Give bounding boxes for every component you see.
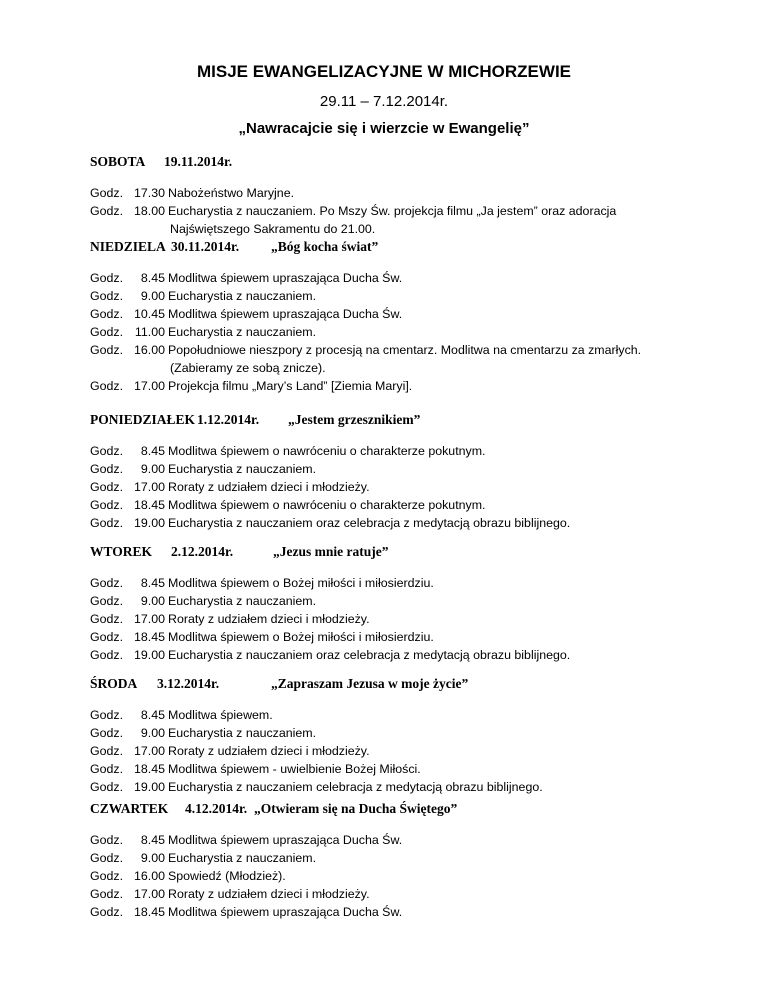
event-time: 10.45 — [133, 307, 165, 321]
event-item — [90, 706, 730, 724]
event-time: 19.00 — [133, 648, 165, 662]
event-text: Roraty z udziałem dzieci i młodzieży. — [168, 744, 370, 758]
event-text: Eucharystia z nauczaniem. — [168, 594, 317, 608]
event-time: 18.45 — [133, 905, 165, 919]
godz-label: Godz. — [90, 379, 124, 393]
day-name: PONIEDZIAŁEK — [90, 412, 196, 427]
event-time: 19.00 — [133, 780, 165, 794]
event-item — [90, 574, 730, 592]
event-time: 9.00 — [140, 726, 165, 740]
event-time: 18.00 — [133, 204, 165, 218]
day-heading — [90, 544, 730, 564]
event-time: 16.00 — [133, 343, 165, 357]
event-item — [90, 442, 730, 460]
godz-label: Godz. — [90, 612, 124, 626]
godz-label: Godz. — [90, 204, 124, 218]
event-text: Modlitwa śpiewem - uwielbienie Bożej Miłości. — [168, 762, 421, 776]
event-list — [90, 574, 730, 664]
schedule-day — [90, 801, 730, 921]
day-heading — [90, 239, 730, 259]
godz-label: Godz. — [90, 762, 124, 776]
day-theme: „Bóg kocha świat” — [271, 239, 379, 254]
godz-label: Godz. — [90, 307, 124, 321]
event-item — [90, 287, 730, 305]
event-item — [90, 742, 730, 760]
godz-label: Godz. — [90, 851, 124, 865]
event-time: 17.30 — [133, 186, 165, 200]
event-item — [90, 323, 730, 341]
event-text: Roraty z udziałem dzieci i młodzieży. — [168, 612, 370, 626]
event-time: 8.45 — [140, 576, 165, 590]
event-time: 17.00 — [133, 379, 165, 393]
godz-label: Godz. — [90, 480, 124, 494]
event-time: 9.00 — [140, 462, 165, 476]
event-text: Popołudniowe nieszpory z procesją na cmentarz. Modlitwa na cmentarzu za zmarłych. — [168, 343, 642, 357]
godz-label: Godz. — [90, 780, 124, 794]
event-text: Projekcja filmu „Mary’s Land” [Ziemia Maryi]. — [168, 379, 413, 393]
day-date: 3.12.2014r. — [157, 676, 220, 691]
schedule-day — [90, 676, 730, 796]
event-text: Modlitwa śpiewem o nawróceniu o charakterze pokutnym. — [168, 444, 486, 458]
day-date: 30.11.2014r. — [171, 239, 240, 254]
godz-label: Godz. — [90, 905, 124, 919]
event-text: Eucharystia z nauczaniem. — [168, 325, 317, 339]
event-list — [90, 184, 730, 238]
event-text: Modlitwa śpiewem o nawróceniu o charakterze pokutnym. — [168, 498, 486, 512]
event-item — [90, 592, 730, 610]
day-theme: „Jezus mnie ratuje” — [273, 544, 389, 559]
event-text: Modlitwa śpiewem. — [168, 708, 273, 722]
event-list — [90, 269, 730, 395]
event-list — [90, 831, 730, 921]
event-item — [90, 460, 730, 478]
godz-label: Godz. — [90, 289, 124, 303]
day-heading — [90, 412, 730, 432]
day-date: 1.12.2014r. — [197, 412, 260, 427]
godz-label: Godz. — [90, 498, 124, 512]
godz-label: Godz. — [90, 325, 124, 339]
event-text: Modlitwa śpiewem upraszająca Ducha Św. — [168, 271, 403, 285]
day-theme: „Jestem grzesznikiem” — [288, 412, 421, 427]
event-text: Roraty z udziałem dzieci i młodzieży. — [168, 887, 370, 901]
event-text: Eucharystia z nauczaniem. — [168, 851, 317, 865]
event-time: 18.45 — [133, 630, 165, 644]
godz-label: Godz. — [90, 833, 124, 847]
event-text: Roraty z udziałem dzieci i młodzieży. — [168, 480, 370, 494]
godz-label: Godz. — [90, 516, 124, 530]
event-item — [90, 885, 730, 903]
event-time: 9.00 — [140, 594, 165, 608]
godz-label: Godz. — [90, 726, 124, 740]
event-text: Eucharystia z nauczaniem. — [168, 289, 317, 303]
day-date: 4.12.2014r. — [185, 801, 248, 816]
event-item — [90, 628, 730, 646]
day-name: NIEDZIELA — [90, 239, 166, 254]
event-time: 8.45 — [140, 271, 165, 285]
event-text: Eucharystia z nauczaniem. — [168, 726, 317, 740]
event-text: Modlitwa śpiewem upraszająca Ducha Św. — [168, 307, 403, 321]
event-item — [90, 724, 730, 742]
day-name: SOBOTA — [90, 154, 146, 169]
godz-label: Godz. — [90, 576, 124, 590]
godz-label: Godz. — [90, 343, 124, 357]
event-text: Modlitwa śpiewem upraszająca Ducha Św. — [168, 833, 403, 847]
event-text: Modlitwa śpiewem o Bożej miłości i miłosierdziu. — [168, 576, 434, 590]
event-time: 17.00 — [133, 480, 165, 494]
schedule-day — [90, 412, 730, 532]
day-theme: „Otwieram się na Ducha Świętego” — [254, 801, 458, 816]
schedule-day — [90, 544, 730, 664]
godz-label: Godz. — [90, 869, 124, 883]
event-item — [90, 496, 730, 514]
event-text: Eucharystia z nauczaniem. Po Mszy Św. projekcja filmu „Ja jestem” oraz adoracja — [168, 204, 617, 218]
mission-motto: „Nawracajcie się i wierzcie w Ewangelię” — [238, 120, 530, 137]
event-text: Modlitwa śpiewem upraszająca Ducha Św. — [168, 905, 403, 919]
godz-label: Godz. — [90, 630, 124, 644]
day-name: CZWARTEK — [90, 801, 169, 816]
event-item — [90, 646, 730, 664]
event-item — [90, 305, 730, 323]
event-time: 11.00 — [134, 325, 165, 339]
event-time: 8.45 — [140, 833, 165, 847]
godz-label: Godz. — [90, 744, 124, 758]
event-text: Eucharystia z nauczaniem oraz celebracja z medytacją obrazu biblijnego. — [168, 516, 571, 530]
event-text: Nabożeństwo Maryjne. — [168, 186, 295, 200]
event-time: 17.00 — [133, 612, 165, 626]
document-title: MISJE EWANGELIZACYJNE W MICHORZEWIE — [196, 62, 572, 81]
event-text: Eucharystia z nauczaniem oraz celebracja z medytacją obrazu biblijnego. — [168, 648, 571, 662]
godz-label: Godz. — [90, 186, 124, 200]
event-item — [90, 867, 730, 885]
schedule-day — [90, 154, 730, 238]
event-list — [90, 706, 730, 796]
event-time: 17.00 — [133, 887, 165, 901]
event-text: Eucharystia z nauczaniem celebracja z medytacją obrazu biblijnego. — [168, 780, 543, 794]
event-item — [90, 610, 730, 628]
godz-label: Godz. — [90, 648, 124, 662]
day-date: 19.11.2014r. — [164, 154, 233, 169]
event-time: 17.00 — [133, 744, 165, 758]
event-text-continuation: (Zabieramy ze sobą znicze). — [170, 361, 326, 375]
event-item — [90, 341, 730, 359]
day-heading — [90, 154, 730, 174]
event-item — [90, 514, 730, 532]
godz-label: Godz. — [90, 271, 124, 285]
event-time: 8.45 — [140, 708, 165, 722]
day-theme: „Zapraszam Jezusa w moje życie” — [271, 676, 469, 691]
event-item — [90, 778, 730, 796]
godz-label: Godz. — [90, 887, 124, 901]
day-heading — [90, 801, 730, 821]
event-time: 19.00 — [133, 516, 165, 530]
godz-label: Godz. — [90, 444, 124, 458]
event-time: 9.00 — [140, 289, 165, 303]
mission-dates: 29.11 – 7.12.2014r. — [319, 93, 449, 110]
event-item — [90, 903, 730, 921]
event-time: 9.00 — [140, 851, 165, 865]
event-time: 18.45 — [133, 498, 165, 512]
event-item — [90, 184, 730, 202]
day-date: 2.12.2014r. — [171, 544, 234, 559]
event-item — [90, 831, 730, 849]
event-item — [90, 760, 730, 778]
schedule-day — [90, 239, 730, 395]
event-item — [90, 377, 730, 395]
event-time: 8.45 — [140, 444, 165, 458]
event-item — [90, 478, 730, 496]
day-name: WTOREK — [90, 544, 153, 559]
event-time: 16.00 — [133, 869, 165, 883]
day-heading — [90, 676, 730, 696]
event-item — [90, 269, 730, 287]
event-text: Spowiedź (Młodzież). — [168, 869, 286, 883]
godz-label: Godz. — [90, 462, 124, 476]
event-text: Eucharystia z nauczaniem. — [168, 462, 317, 476]
event-time: 18.45 — [133, 762, 165, 776]
event-text: Modlitwa śpiewem o Bożej miłości i miłosierdziu. — [168, 630, 434, 644]
godz-label: Godz. — [90, 594, 124, 608]
event-item — [90, 849, 730, 867]
godz-label: Godz. — [90, 708, 124, 722]
event-list — [90, 442, 730, 532]
event-item — [90, 202, 730, 220]
event-text-continuation: Najświętszego Sakramentu do 21.00. — [170, 222, 376, 236]
day-name: ŚRODA — [90, 676, 138, 691]
